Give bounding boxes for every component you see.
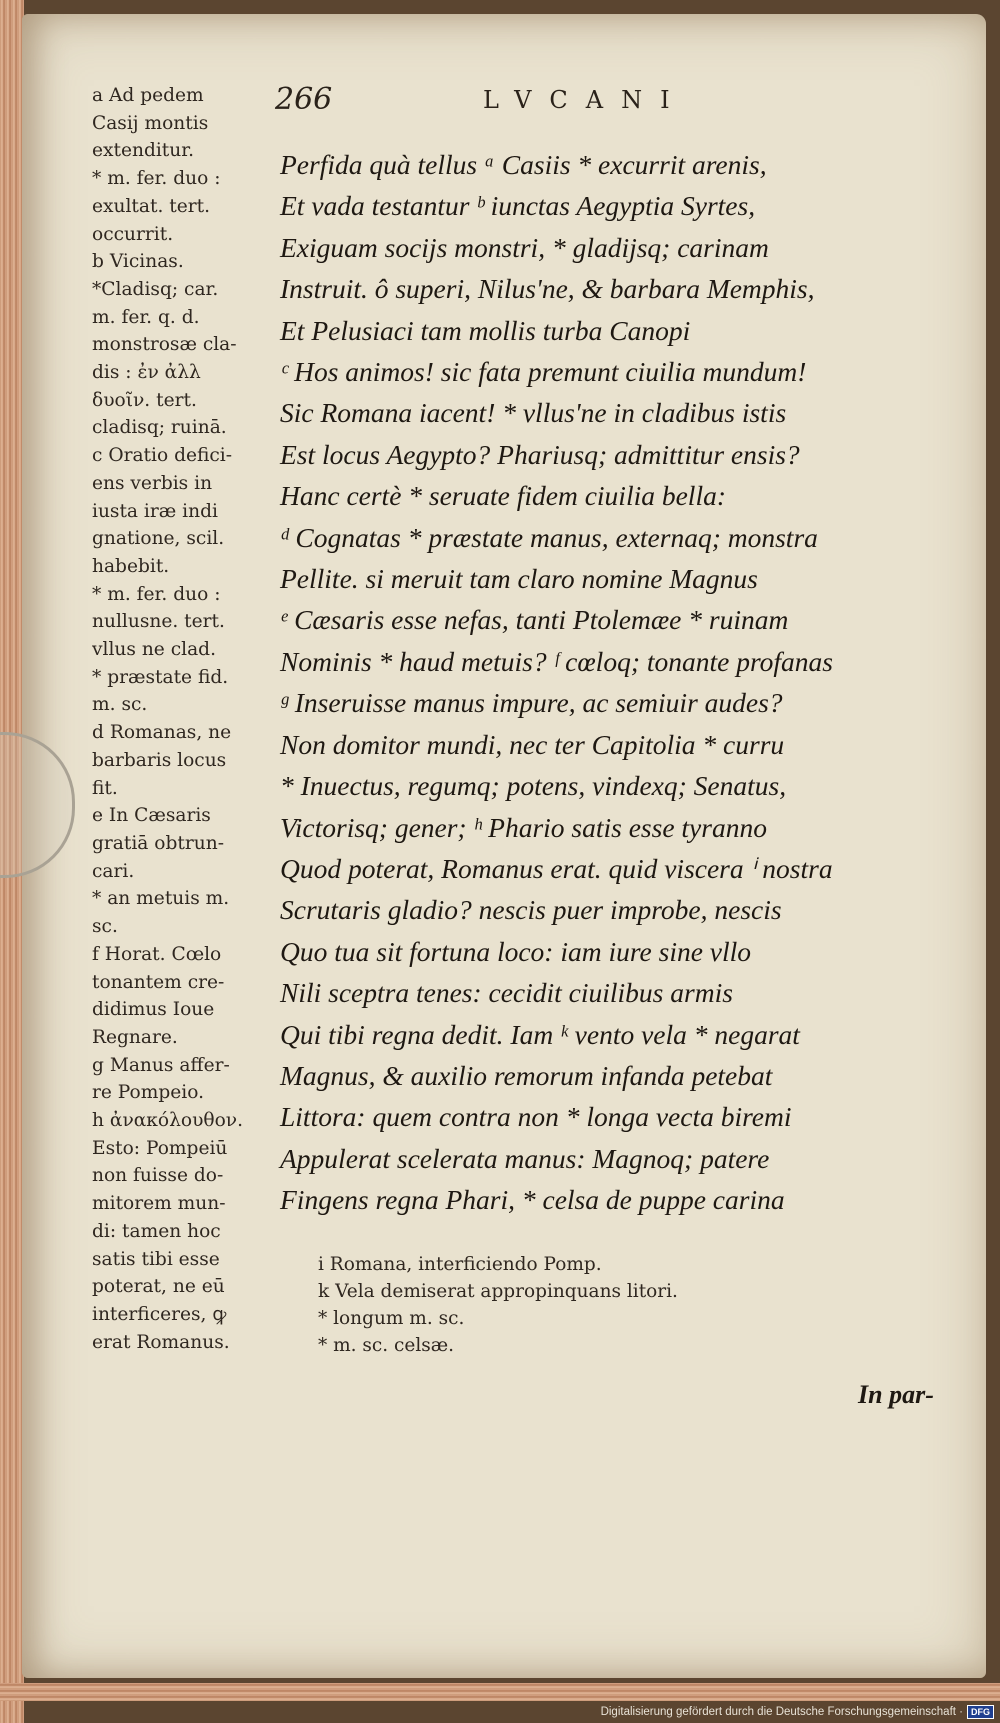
page-number: 266 bbox=[275, 82, 333, 117]
verse-line: Instruit. ô superi, Nilus'ne, & barbara Memphis, bbox=[280, 273, 815, 305]
margin-note-line: extenditur. bbox=[92, 140, 194, 162]
margin-note-line: cladisq; ruinā. bbox=[92, 417, 227, 439]
margin-note-line: c Oratio defici- bbox=[92, 445, 233, 467]
margin-note-line: f Horat. Cœlo bbox=[92, 943, 222, 965]
margin-note-line: * præstate fid. bbox=[92, 666, 229, 688]
margin-note-line: habebit. bbox=[92, 555, 170, 577]
margin-note-line: vllus ne clad. bbox=[92, 639, 216, 661]
margin-note-line: re Pompeio. bbox=[92, 1082, 205, 1104]
margin-note-line: barbaris locus bbox=[92, 749, 227, 771]
margin-note-line: monstrosæ cla- bbox=[92, 334, 237, 356]
footnotes bbox=[318, 1251, 838, 1359]
running-title: LVCANI bbox=[483, 86, 688, 114]
margin-note-line: ens verbis in bbox=[92, 472, 213, 494]
footnote-line: k Vela demiserat appropinquans litori. bbox=[318, 1281, 678, 1302]
footnote-line: i Romana, interficiendo Pomp. bbox=[318, 1254, 602, 1275]
verse-line: Magnus, & auxilio remorum infanda petebat bbox=[280, 1059, 773, 1091]
verse-line: ᵍ Inseruisse manus impure, ac semiuir audes? bbox=[280, 687, 783, 719]
margin-note-line: erat Romanus. bbox=[92, 1331, 230, 1353]
margin-note-line: poterat, ne eū bbox=[92, 1276, 225, 1298]
margin-note-line: gnatione, scil. bbox=[92, 528, 225, 550]
dfg-logo: DFG bbox=[967, 1705, 994, 1719]
margin-note-line: b Vicinas. bbox=[92, 251, 184, 273]
margin-note-line: mitorem mun- bbox=[92, 1193, 226, 1215]
verse-line: Non domitor mundi, nec ter Capitolia * curru bbox=[280, 728, 785, 760]
margin-note-line: sc. bbox=[92, 916, 118, 938]
margin-note-line: δυοῖν. tert. bbox=[92, 389, 197, 411]
margin-note-line: satis tibi esse bbox=[92, 1248, 220, 1270]
margin-note-line: iusta iræ indi bbox=[92, 500, 218, 522]
running-head bbox=[275, 82, 935, 122]
margin-note-line: m. sc. bbox=[92, 694, 148, 716]
margin-note-line: *Cladisq; car. bbox=[92, 278, 219, 300]
verse-line: Littora: quem contra non * longa vecta biremi bbox=[280, 1101, 792, 1133]
margin-note-line: * m. fer. duo : bbox=[92, 583, 221, 605]
margin-note-line: occurrit. bbox=[92, 223, 174, 245]
credit-text: Digitalisierung gefördert durch die Deutsche Forschungsgemeinschaft · bbox=[600, 1706, 963, 1718]
margin-note-line: gratiā obtrun- bbox=[92, 832, 224, 854]
digitization-credit bbox=[601, 1703, 994, 1721]
margin-note-line: fit. bbox=[92, 777, 118, 799]
footnote-line: * longum m. sc. bbox=[318, 1308, 465, 1329]
margin-note-line: Regnare. bbox=[92, 1026, 178, 1048]
verse-line: Victorisq; gener; ʰ Phario satis esse tyranno bbox=[280, 811, 767, 843]
verse-line: Scrutaris gladio? nescis puer improbe, nescis bbox=[280, 894, 782, 926]
margin-note-line: cari. bbox=[92, 860, 135, 882]
verse-line: Hanc certè * seruate fidem ciuilia bella: bbox=[280, 480, 726, 512]
margin-note-line: exultat. tert. bbox=[92, 195, 211, 217]
margin-note-line: a Ad pedem bbox=[92, 85, 204, 106]
verse-line: Pellite. si meruit tam claro nomine Magnus bbox=[280, 563, 758, 595]
verse-line: Appulerat scelerata manus: Magnoq; patere bbox=[280, 1142, 770, 1174]
verse-line: ᶜ Hos animos! sic fata premunt ciuilia mundum! bbox=[280, 356, 807, 388]
margin-note-line: Casij montis bbox=[92, 112, 209, 134]
verse-line: Est locus Aegypto? Phariusq; admittitur ensis? bbox=[280, 438, 800, 470]
margin-note-line: di: tamen hoc bbox=[92, 1220, 221, 1242]
verse-line: Nili sceptra tenes: cecidit ciuilibus armis bbox=[280, 977, 733, 1009]
verse-line: Perfida quà tellus ᵃ Casiis * excurrit arenis, bbox=[280, 149, 767, 180]
margin-note-line: * an metuis m. bbox=[92, 888, 230, 910]
catchword: In par- bbox=[858, 1380, 934, 1409]
margin-note-line: * m. fer. duo : bbox=[92, 168, 221, 190]
margin-note-line: dis : ἐν ἀλλ bbox=[92, 362, 201, 384]
margin-note-line: non fuisse do- bbox=[92, 1165, 224, 1187]
verse-line: Quo tua sit fortuna loco: iam iure sine vllo bbox=[280, 935, 752, 967]
margin-note-line: interficeres, ꝙ bbox=[92, 1303, 227, 1325]
margin-note-line: g Manus affer- bbox=[92, 1054, 230, 1076]
footnote-line: * m. sc. celsæ. bbox=[318, 1335, 455, 1356]
verse-line: Et Pelusiaci tam mollis turba Canopi bbox=[280, 314, 691, 346]
verse-line: Fingens regna Phari, * celsa de puppe carina bbox=[280, 1184, 785, 1216]
verse-line: ᵉ Cæsaris esse nefas, tanti Ptolemæe * ruinam bbox=[280, 604, 789, 636]
verse-line: * Inuectus, regumq; potens, vindexq; Senatus, bbox=[280, 770, 787, 802]
verse-line: Exiguam socijs monstri, * gladijsq; carinam bbox=[280, 231, 769, 263]
margin-note-line: m. fer. q. d. bbox=[92, 306, 200, 328]
page-edges-bottom bbox=[0, 1683, 1000, 1701]
margin-note-line: h ἀνακόλουθον. bbox=[92, 1110, 244, 1132]
margin-note-line: e In Cæsaris bbox=[92, 805, 211, 827]
verse-text bbox=[280, 144, 960, 1221]
verse-line: Nominis * haud metuis? ᶠ cœloq; tonante profanas bbox=[280, 645, 833, 677]
margin-note-line: didimus Ioue bbox=[92, 999, 215, 1021]
verse-line: Qui tibi regna dedit. Iam ᵏ vento vela * negarat bbox=[280, 1018, 800, 1050]
margin-note-line: Esto: Pompeiū bbox=[92, 1137, 228, 1159]
verse-line: Quod poterat, Romanus erat. quid viscera ⁱ nostra bbox=[280, 852, 833, 884]
verse-line: ᵈ Cognatas * præstate manus, externaq; monstra bbox=[280, 521, 818, 553]
verse-line: Sic Romana iacent! * vllus'ne in cladibus istis bbox=[280, 397, 787, 429]
verse-line: Et vada testantur ᵇ iunctas Aegyptia Syrtes, bbox=[280, 190, 756, 222]
margin-note-line: nullusne. tert. bbox=[92, 611, 225, 633]
margin-note-line: d Romanas, ne bbox=[92, 722, 232, 744]
margin-notes bbox=[92, 82, 272, 1356]
margin-note-line: tonantem cre- bbox=[92, 971, 225, 993]
